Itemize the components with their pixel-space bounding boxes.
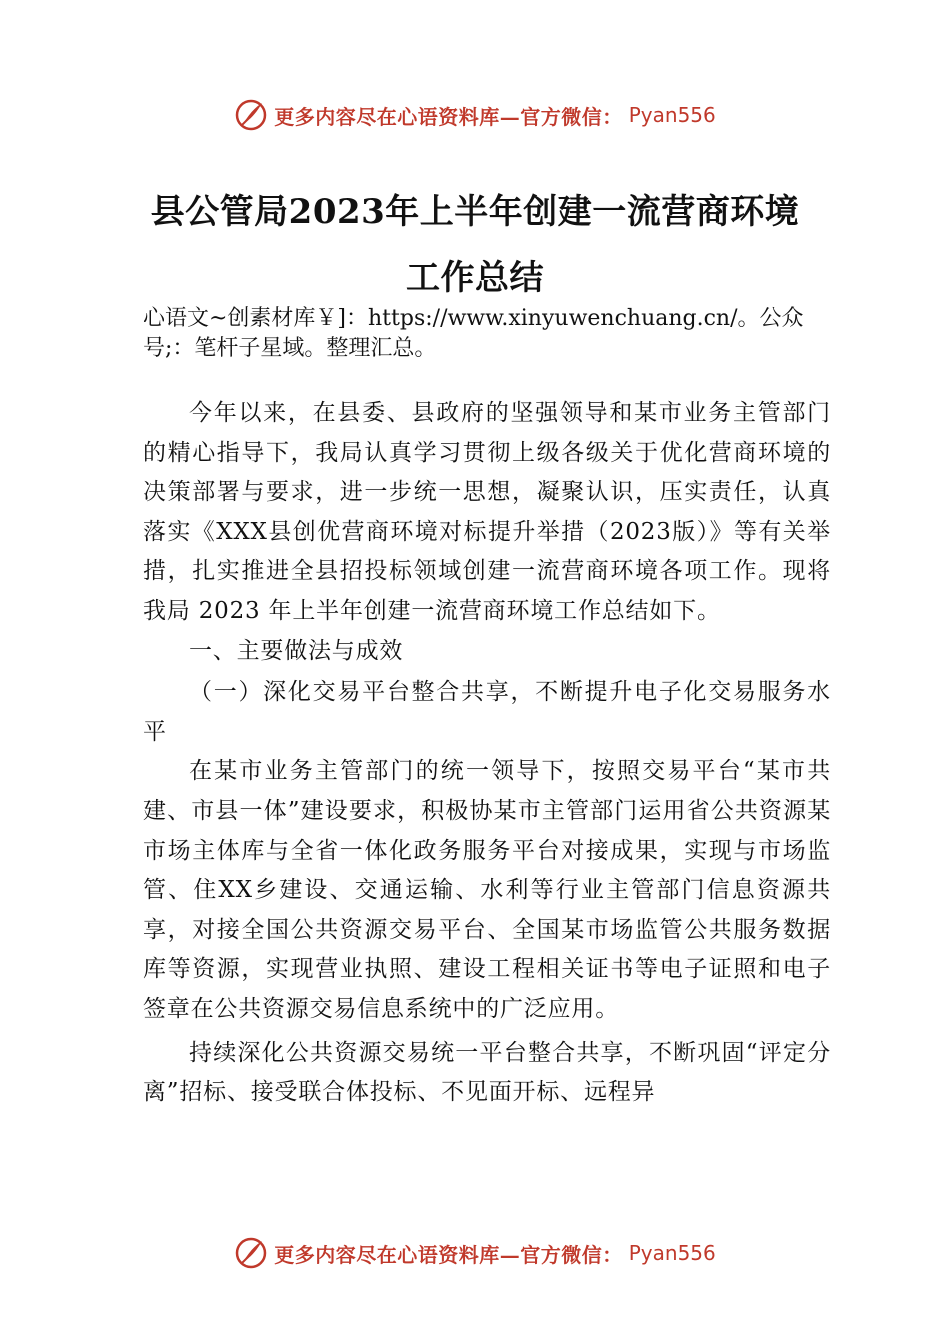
document-body	[143, 394, 831, 1113]
banner-text: 更多内容尽在心语资料库—官方微信：	[274, 1242, 623, 1267]
paragraph-continue: 持续深化公共资源交易统一平台整合共享，不断巩固“评定分离”招标、接受联合体投标、不见面开标、远程异	[143, 1039, 831, 1106]
paragraph-platform: 在某市业务主管部门的统一领导下，按照交易平台“某市共建、市县一体”建设要求，积极协某市主管部门运用省公共资源某市场主体库与全省一体化政务服务平台对接成果，实现与市场监管、住XX乡建设、交通运输、水利等行业主管部门信息资源共享，对接全国公共资源交易平台、全国某市场监管公共服务数据库等资源，实现营业执照、建设工程相关证书等电子证照和电子签章在公共资源交易信息系统中的广泛应用。	[143, 758, 831, 1022]
document-title-line-1: 县公管局2023年上半年创建一流营商环境	[150, 192, 800, 232]
section-heading: 一、主要做法与成效	[189, 637, 404, 664]
paragraph-intro: 今年以来，在县委、县政府的坚强领导和某市业务主管部门的精心指导下，我局认真学习贯彻上级各级关于优化营商环境的决策部署与要求，进一步统一思想，凝聚认识，压实责任，认真落实《XXX县创优营商环境对标提升举措（2023版）》等有关举措，扎实推进全县招投标领域创建一流营商环境各项工作。现将我局 2023 年上半年创建一流营商环境工作总结如下。	[143, 400, 831, 624]
banner-text: 更多内容尽在心语资料库—官方微信：	[274, 104, 623, 129]
footer-banner	[0, 1233, 950, 1273]
subsection-heading: （一）深化交易平台整合共享，不断提升电子化交易服务水平	[143, 679, 831, 745]
header-banner	[0, 95, 950, 135]
document-title-line-2: 工作总结	[406, 258, 544, 298]
banner-wechat-id: Pyan556	[628, 103, 716, 127]
source-note: 心语文~创素材库￥]：https://www.xinyuwenchuang.cn/。公众号;：笔杆子星域。整理汇总。	[143, 306, 804, 361]
banner-wechat-id: Pyan556	[628, 1241, 716, 1265]
quill-logo-icon	[234, 1236, 268, 1270]
quill-logo-icon	[234, 98, 268, 132]
